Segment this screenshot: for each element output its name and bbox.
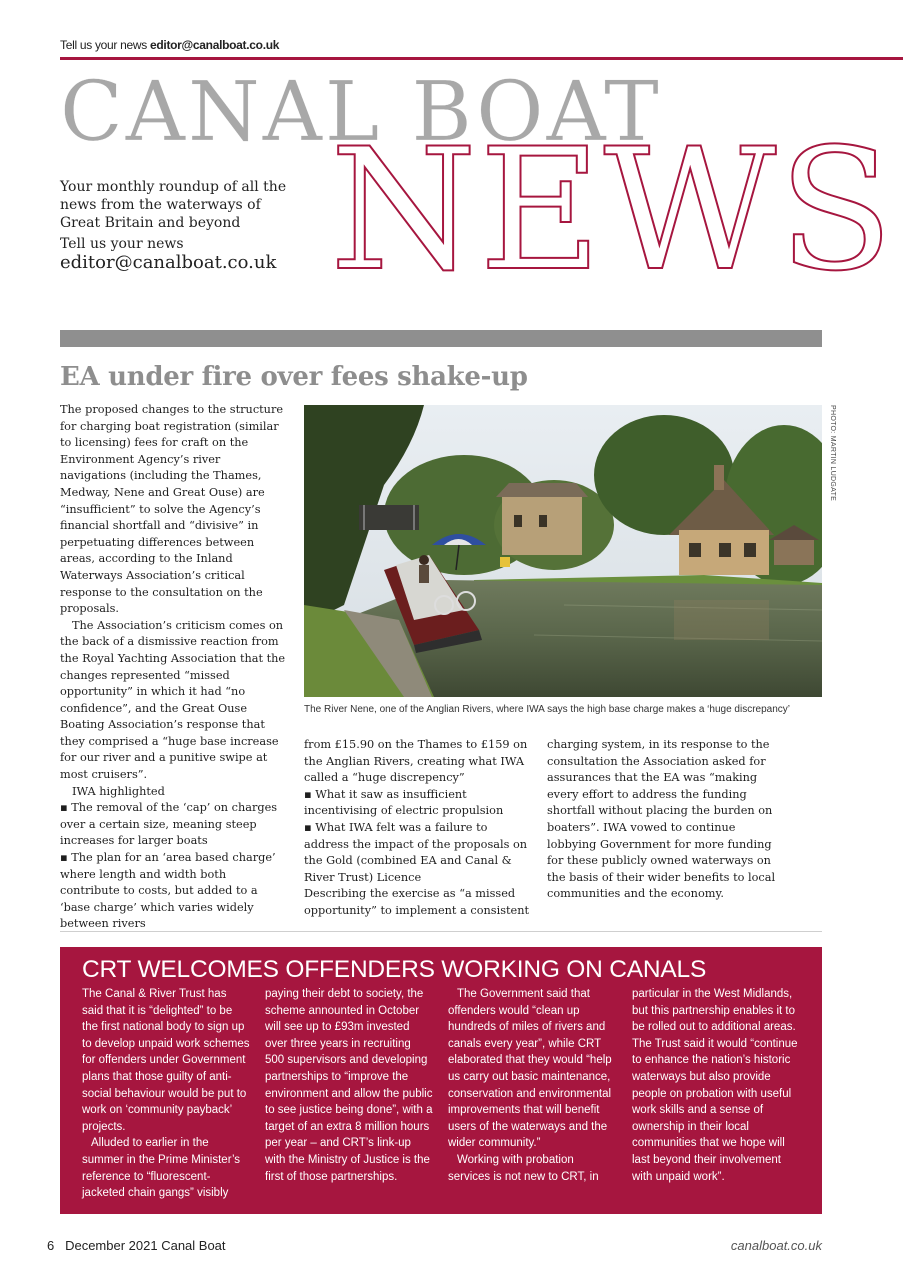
article-headline: EA under fire over fees shake-up bbox=[60, 362, 528, 392]
article-column-1 bbox=[60, 402, 288, 933]
photo-credit: PHOTO: MARTIN LUDGATE bbox=[829, 405, 836, 502]
issue-date: December 2021 bbox=[65, 1238, 158, 1253]
article-paragraph: IWA highlighted bbox=[72, 784, 165, 798]
crt-paragraph: The Canal & River Trust has said that it is “delighted” to be the first national body to sign up to develop unpaid work schemes for offenders under Government plans that those guilty of anti-social behaviour would be put to work on ‘community payback’ projects. bbox=[82, 988, 250, 1133]
tell-us-strap bbox=[60, 38, 279, 52]
crt-paragraph: paying their debt to society, the scheme announted in October will see up to £93m invested over three years in recruiting 500 supervisors and developing partnerships to “improve the environment and allow the public to see justice being done”, with a target of an extra 8 million hours per year – and CRT’s link-up with the Ministry of Justice is the first of those partnerships. bbox=[265, 988, 433, 1183]
section-divider-bar bbox=[60, 330, 822, 347]
tell-us-email-link[interactable]: editor@canalboat.co.uk bbox=[150, 38, 280, 52]
website-link[interactable]: canalboat.co.uk bbox=[730, 1238, 822, 1253]
article-paragraph: charging system, in its response to the consultation the Association asked for assurances that the EA was “making every effort to address the funding shortfall without placing the burden on boaters”. IWA vowed to continue lobbying Government for more funding for these publicly owned waterways on the basis of their wider benefits to local communities and the economy. bbox=[547, 738, 776, 901]
page-number: 6 bbox=[47, 1238, 55, 1253]
crt-headline: CRT WELCOMES OFFENDERS WORKING ON CANALS bbox=[82, 956, 707, 983]
river-scene-illustration bbox=[304, 405, 822, 697]
article-bullet: ▪ The removal of the ‘cap’ on charges over a certain size, meaning steep increases for larger boats bbox=[60, 801, 278, 848]
crt-column-2 bbox=[265, 986, 433, 1185]
tell-us-label: Tell us your news bbox=[60, 38, 147, 52]
top-rule bbox=[60, 57, 903, 60]
article-bullet: ▪ What IWA felt was a failure to address the impact of the proposals on the Gold (combined EA and Canal & River Trust) Licence bbox=[304, 820, 528, 884]
editor-email-link[interactable]: editor@canalboat.co.uk bbox=[60, 252, 277, 273]
tell-us-heading: Tell us your news bbox=[60, 236, 184, 252]
masthead-canal-boat: CANAL BOAT bbox=[60, 65, 662, 160]
crt-column-1 bbox=[82, 986, 250, 1202]
masthead-news: NEWS bbox=[330, 112, 896, 308]
article-column-2 bbox=[304, 737, 534, 920]
article-paragraph: The Association’s criticism comes on the back of a dismissive reaction from the Royal Yachting Association that the changes represented “missed opportunity” in which it had “no confidence”, and the Great Ouse Boating Association’s response that they comprised a “huge base increase for our river and a punitive swipe at most cruisers”. bbox=[60, 618, 286, 782]
river-nene-photo bbox=[304, 405, 822, 697]
article-column-3 bbox=[547, 737, 779, 903]
page-footer-folio bbox=[47, 1238, 226, 1253]
crt-column-4 bbox=[632, 986, 800, 1185]
article-paragraph: from £15.90 on the Thames to £159 on the Anglian Rivers, creating what IWA called a “huge discrepency” bbox=[304, 738, 528, 785]
crt-paragraph: Working with probation services is not new to CRT, in bbox=[448, 1153, 599, 1183]
masthead-tagline: Your monthly roundup of all the news from the waterways of Great Britain and beyond bbox=[60, 179, 287, 231]
tell-us-block bbox=[60, 236, 276, 271]
article-paragraph: Describing the exercise as “a missed opportunity” to implement a consistent bbox=[304, 887, 530, 917]
article-bullet: ▪ What it saw as insufficient incentivising of electric propulsion bbox=[304, 787, 504, 818]
crt-paragraph: Alluded to earlier in the summer in the Prime Minister’s reference to “fluorescent-jacketed chain gangs” visibly bbox=[82, 1137, 241, 1200]
crt-paragraph: The Government said that offenders would “clean up hundreds of miles of rivers and canals every year”, while CRT elaborated that they would “help us carry out basic maintenance, conservation and environmental improvements that will benefit users of the waterways and the wider community.” bbox=[448, 988, 612, 1150]
article-separator bbox=[60, 931, 822, 932]
article-paragraph: The proposed changes to the structure for charging boat registration (similar to licensing) fees for craft on the Environment Agency’s river navigations (including the Thames, Medway, Nene and Great Ouse) are “insufficient” to solve the Agency’s financial shortfall and “divisive” in perpetuating differences between areas, according to the Inland Waterways Association’s critical response to the consultation on the proposals. bbox=[60, 403, 284, 616]
photo-caption: The River Nene, one of the Anglian Rivers, where IWA says the high base charge makes a ‘huge discrepancy’ bbox=[304, 704, 791, 715]
article-bullet: ▪ The plan for an ‘area based charge’ where length and width both contribute to costs, but added to a ‘base charge’ which varies widely between rivers bbox=[60, 851, 276, 931]
crt-column-3 bbox=[448, 986, 616, 1185]
crt-paragraph: particular in the West Midlands, but this partnership enables it to be rolled out to additional areas. The Trust said it would “continue to enhance the nation’s historic waterways but also provide people on probation with useful work skills and a sense of ownership in their local communities that we hope will last beyond their involvement with unpaid work”. bbox=[632, 988, 798, 1183]
magazine-name: Canal Boat bbox=[161, 1238, 226, 1253]
